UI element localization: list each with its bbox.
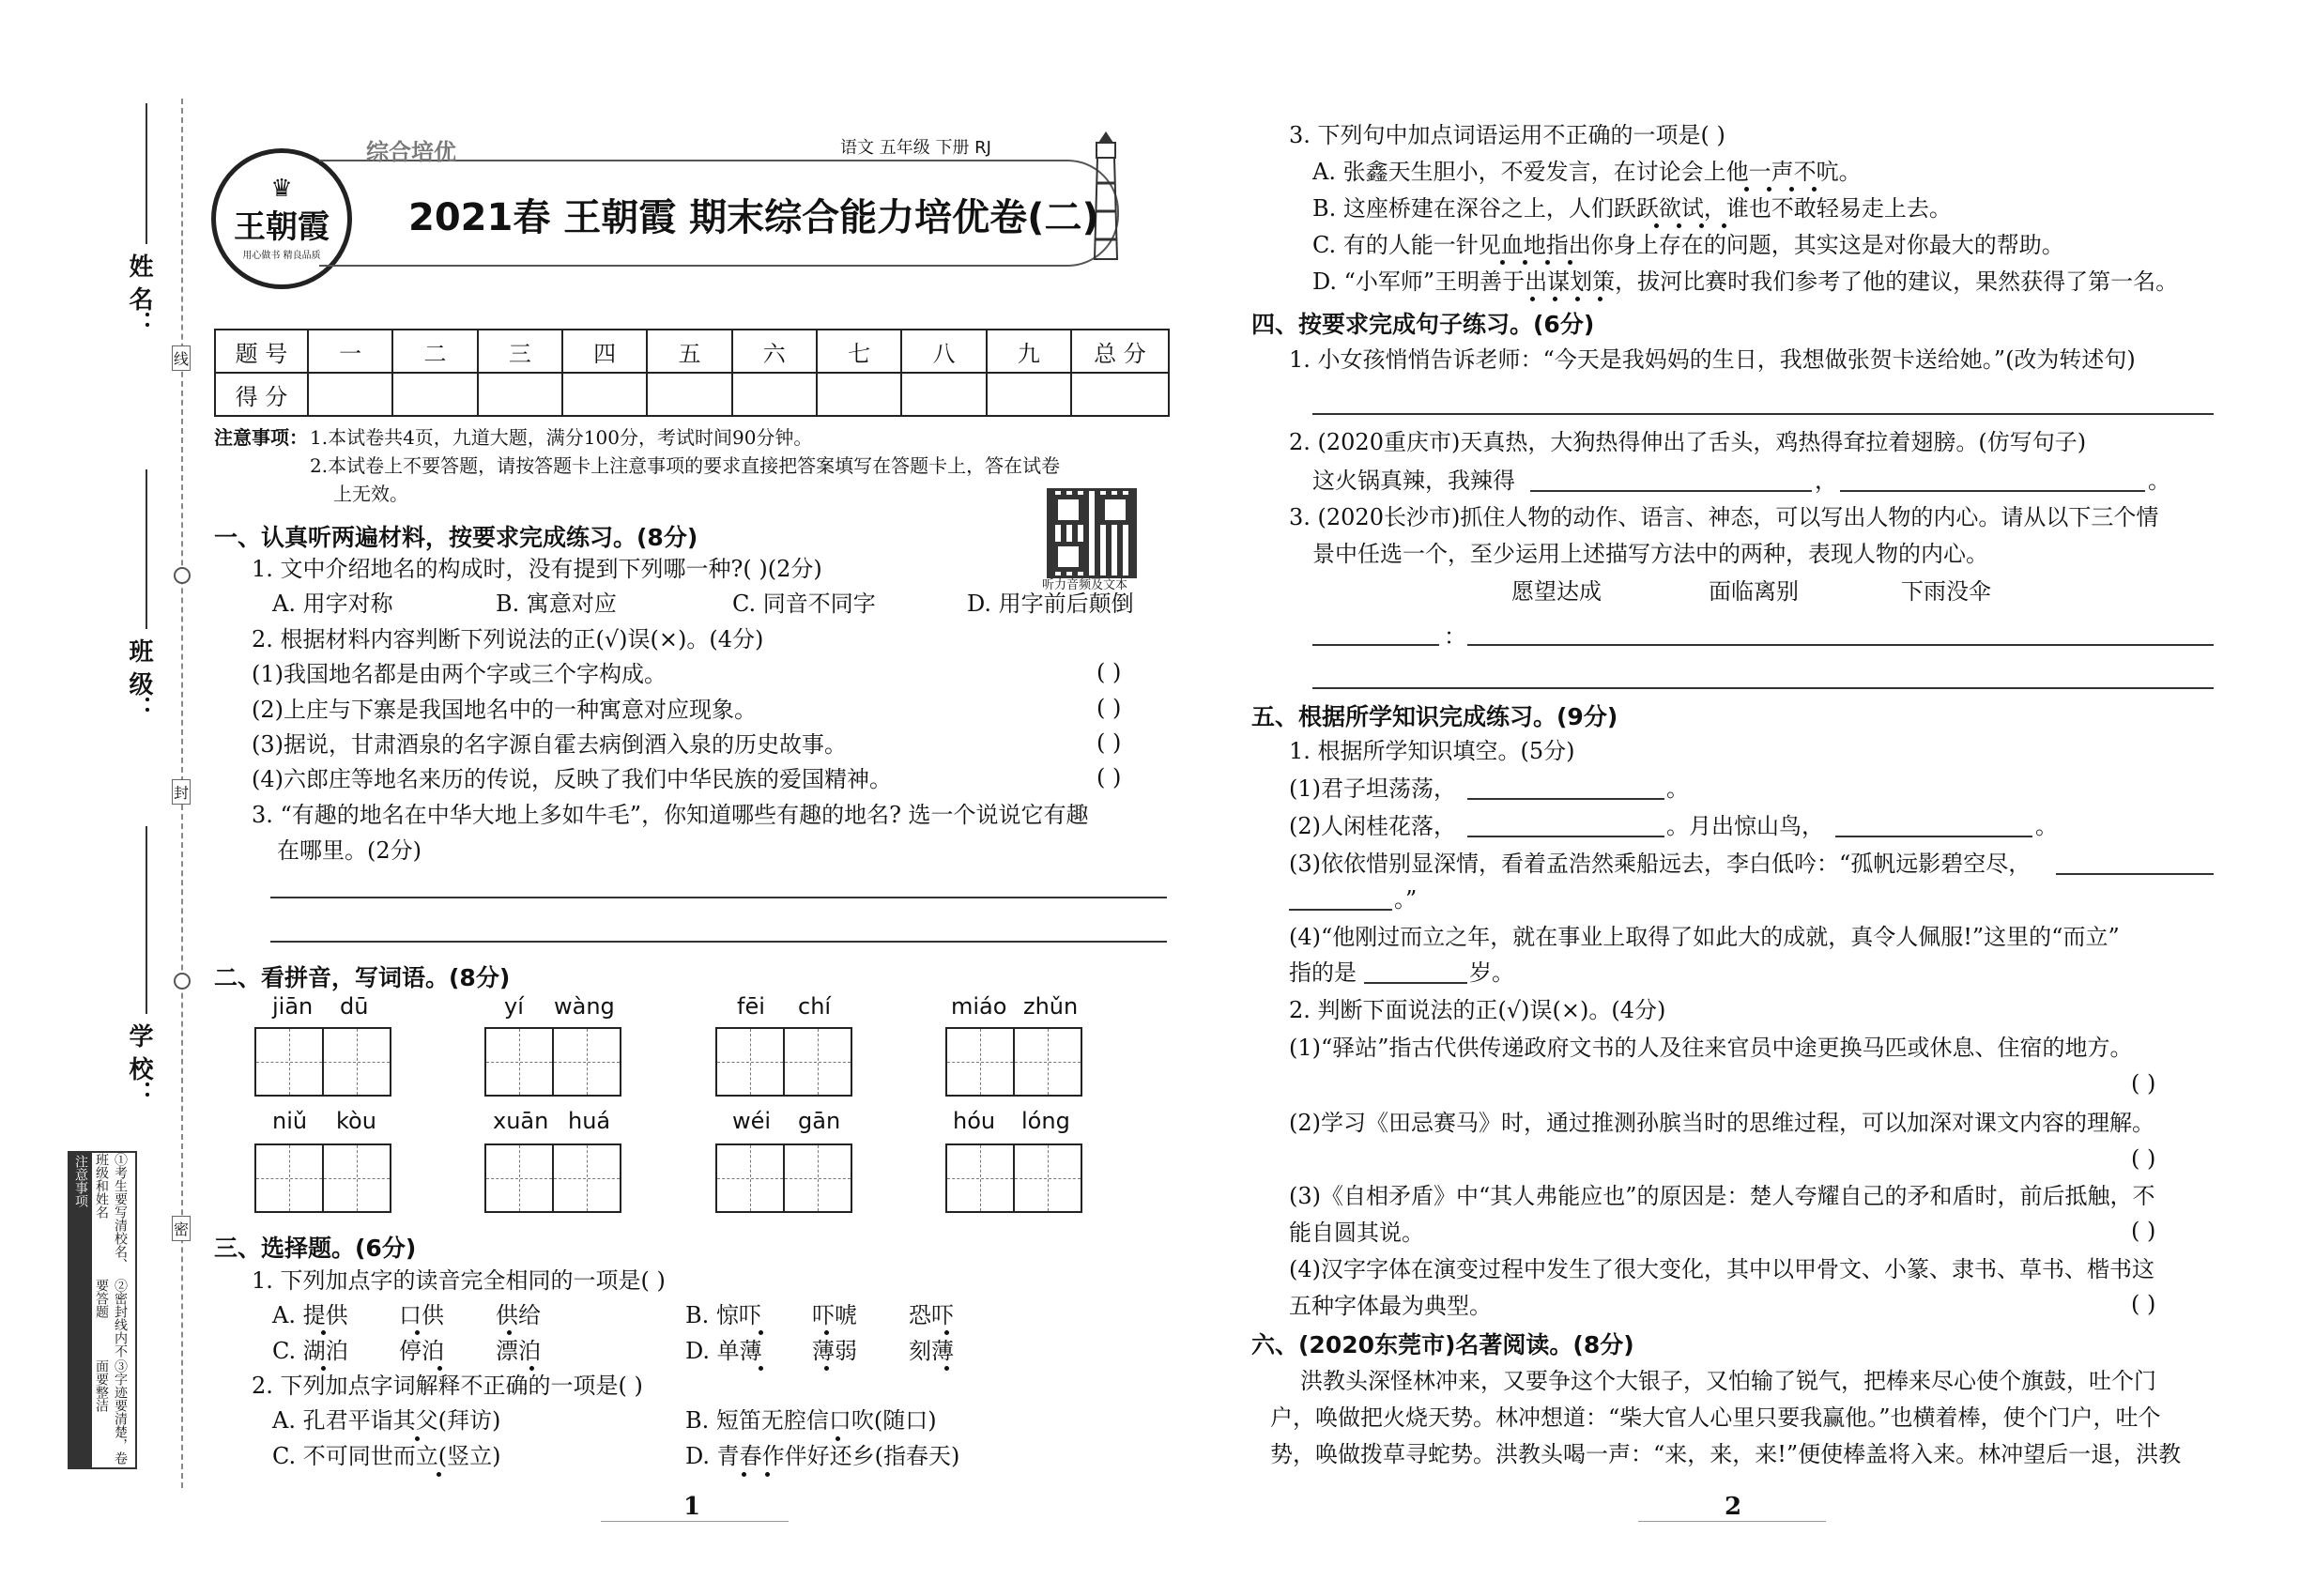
answer-paren[interactable]: ( ) [1096,729,1122,756]
emphasis-dot [1500,260,1505,265]
score-header: 六 [732,330,817,373]
emphasis-dot [742,1472,746,1477]
s1-q2-item: (2)上庄与下寨是我国地名中的一种寓意对应现象。 [252,697,757,723]
s3-q3: 3. 下列句中加点词语运用不正确的一项是( ) [1289,122,1725,148]
emphasis-dot [824,1366,829,1371]
notice-item: ③字迹要清楚，卷面要整洁 [94,1359,128,1466]
exam-title: 2021春 王朝霞 期末综合能力培优卷(二) [408,196,1099,239]
s6-title: 六、(2020东莞市)名著阅读。(8分) [1251,1331,1634,1358]
s3-q2-opt[interactable]: A. 孔君平诣其父(拜访) [272,1407,501,1434]
s1-q2-item: (3)据说，甘肃酒泉的名字源自霍去病倒酒入泉的历史故事。 [252,731,847,758]
school-label: 学 校： [125,1023,153,1106]
s4-title: 四、按要求完成句子练习。(6分) [1251,311,1595,338]
s1-q1-opt[interactable]: C. 同音不同字 [732,591,876,617]
notes-label: 注意事项： [214,426,308,449]
s5-fill-end: 。 [1666,775,1689,802]
emphasis-dot [1545,260,1550,265]
school-line [146,826,147,1014]
emphasis-dot [321,1330,326,1335]
answer-line[interactable] [1467,644,2214,646]
pinyin-label: yí [504,993,524,1020]
qr-code[interactable] [1047,488,1137,578]
pinyin-label: huá [568,1108,611,1134]
s3-q1-word: 口供 [399,1302,444,1328]
s3-q2-opt[interactable]: D. 青春作伴好还乡(指春天) [685,1443,960,1469]
s3-q3-opt[interactable]: B. 这座桥建在深谷之上，人们跃跃欲试，谁也不敢轻易走上去。 [1312,195,1952,222]
emphasis-dot [1530,297,1535,301]
s5-fill-mid: 。月出惊山鸟， [1666,813,1824,839]
notes-line: 上无效。 [333,483,408,505]
s4-q2b-end: 。 [2148,468,2170,494]
s5-judge: (3)《自相矛盾》中“其人弗能应也”的原因是：楚人夸耀自己的矛和盾时，前后抵触，不 [1289,1183,2155,1209]
pinyin-label: lóng [1021,1108,1070,1134]
s3-title: 三、选择题。(6分) [214,1235,417,1262]
emphasis-dot [944,1366,949,1371]
answer-line[interactable] [1289,909,1392,911]
score-cell[interactable] [478,373,562,416]
writing-grid[interactable] [254,1027,390,1097]
s3-q3-opt[interactable]: C. 有的人能一针见血地指出你身上存在的问题，其实这是对你最大的帮助。 [1312,232,2064,258]
pinyin-label: niǔ [272,1108,308,1134]
pinyin-label: wàng [554,993,615,1020]
answer-line[interactable] [1530,490,1812,492]
cut-mark-line: 线 [172,345,191,371]
s5-fill-end: 。” [1394,886,1418,913]
s5-judge: (2)学习《田忌赛马》时，通过推测孙膑当时的思维过程，可以加深对课文内容的理解。 [1289,1110,2154,1136]
writing-grid[interactable] [254,1143,390,1213]
s4-scene: 面临离别 [1709,578,1799,605]
crown-icon: ♛ [270,175,293,203]
s5-fill: 指的是 [1289,959,1357,986]
answer-paren[interactable]: ( ) [1096,764,1122,790]
emphasis-dot [1677,223,1681,228]
emphasis-dot [1654,223,1659,228]
s3-q3-opt[interactable]: D. “小军师”王明善于出谋划策，拔河比赛时我们参考了他的建议，果然获得了第一名。 [1312,269,2179,295]
emphasis-dot [1789,187,1794,192]
emphasis-dot [507,1330,512,1335]
score-header: 五 [647,330,731,373]
score-cell[interactable] [308,373,392,416]
s6-paragraph: 户，唤做把火烧天势。林冲想道：“柴大官人心里只要我赢他。”也横着棒，使个门户，吐个 [1270,1404,2161,1431]
notice-item: ②密封线内不要答题 [94,1279,128,1358]
emphasis-dot [759,1330,763,1335]
s4-scene: 愿望达成 [1511,578,1602,605]
s5-judge: 五种字体最为典型。 [1289,1293,1492,1319]
class-line [146,469,147,629]
s1-q2: 2. 根据材料内容判断下列说法的正(√)误(×)。(4分) [252,626,764,652]
s6-paragraph: 洪教头深怪林冲来，又要争这个大银子，又怕输了锐气，把棒来尽心使个旗鼓，吐个门 [1300,1368,2156,1394]
emphasis-dot [1767,187,1771,192]
s5-judge: 能自圆其说。 [1289,1220,1424,1246]
s4-colon: ： [1444,623,1466,650]
s3-q2-opt[interactable]: C. 不可同世而立(竖立) [272,1443,501,1469]
answer-line[interactable] [1835,836,2032,837]
score-cell[interactable] [562,373,647,416]
emphasis-dot [1598,297,1602,301]
writing-grid[interactable] [715,1027,851,1097]
pinyin-label: kòu [336,1108,376,1134]
emphasis-dot [765,1472,770,1477]
notice-title: 注意事项 [69,1153,92,1467]
pinyin-label: dū [340,993,369,1020]
emphasis-dot [1575,297,1580,301]
score-cell[interactable] [1071,373,1169,416]
score-header: 总 分 [1071,330,1169,373]
pinyin-label: zhǔn [1023,993,1079,1020]
score-cell[interactable] [817,373,901,416]
s3-q1-word: 恐吓 [909,1302,954,1328]
s4-q1: 1. 小女孩悄悄告诉老师：“今天是我妈妈的生日，我想做张贺卡送给她。”(改为转述句) [1289,346,2136,373]
s3-q1-opt[interactable]: D. 单薄 [685,1338,762,1364]
s3-q1-opt[interactable]: B. 惊吓 [685,1302,761,1328]
answer-line[interactable] [2056,873,2214,875]
s5-fill: (2)人闲桂花落， [1289,813,1456,839]
s4-q2b-sep: ， [1815,468,1837,494]
answer-paren[interactable]: ( ) [2131,1218,2156,1244]
answer-line[interactable] [1312,644,1439,646]
emphasis-dot [836,1436,840,1441]
emphasis-dot [1568,260,1572,265]
s1-q1-opt[interactable]: A. 用字对称 [272,591,393,617]
s3-q1-opt[interactable]: C. 湖泊 [272,1338,348,1364]
score-header: 二 [392,330,477,373]
s3-q1-word: 薄弱 [812,1338,857,1364]
s4-q3: 3. (2020长沙市)抓住人物的动作、语言、神态，可以写出人物的内心。请从以下三个情 [1289,504,2159,530]
answer-line[interactable] [1840,490,2145,492]
brand-name: 王朝霞 [234,208,330,246]
score-header: 七 [817,330,901,373]
page-number-left: 1 [683,1493,701,1521]
s1-q2-item: (1)我国地名都是由两个字或三个字构成。 [252,661,667,687]
pinyin-label: hóu [953,1108,996,1134]
s3-q1-word: 吓唬 [812,1302,857,1328]
s1-q3: 在哪里。(2分) [277,837,422,864]
binding-hole-1 [174,567,191,584]
writing-grid[interactable] [484,1027,620,1097]
s4-q2: 2. (2020重庆市)天真热，大狗热得伸出了舌头，鸡热得耷拉着翅膀。(仿写句子) [1289,429,2087,455]
binding-hole-2 [174,973,191,990]
cut-mark-seal: 封 [172,779,191,805]
page-ornament [601,1521,789,1522]
s3-q1-opt[interactable]: A. 提供 [272,1302,348,1328]
s5-fill: (1)君子坦荡荡， [1289,775,1456,802]
class-label: 班 级： [125,638,153,721]
brand-sub: 用心做书 精良品质 [242,251,321,261]
score-cell[interactable] [901,373,986,416]
score-cell[interactable] [392,373,477,416]
writing-grid[interactable] [715,1143,851,1213]
pinyin-label: gān [798,1108,841,1134]
answer-line[interactable] [270,897,1167,898]
s3-q3-opt[interactable]: A. 张鑫天生胆小，不爱发言，在讨论会上他一声不吭。 [1312,159,1862,185]
s4-q3: 景中任选一个，至少运用上述描写方法中的两种，表现人物的内心。 [1312,541,1988,567]
s6-paragraph: 势，唤做拨草寻蛇势。洪教头喝一声：“来，来，来!”便使棒盖将入来。林冲望后一退，洪教 [1270,1441,2182,1467]
series-label: 综合培优 [366,139,456,165]
notice-item: ①考生要写清校名、班级和姓名 [94,1153,128,1271]
notes-line: 1.本试卷共4页，九道大题，满分100分，考试时间90分钟。 [310,426,813,449]
pinyin-label: fēi [737,993,765,1020]
emphasis-dot [415,1436,420,1441]
s5-q2: 2. 判断下面说法的正(√)误(×)。(4分) [1289,997,1666,1023]
answer-line[interactable] [1467,836,1664,837]
s1-q2-item: (4)六郎庄等地名来历的传说，反映了我们中华民族的爱国精神。 [252,766,892,792]
s1-q1: 1. 文中介绍地名的构成时，没有提到下列哪一种?( )(2分) [252,556,822,582]
notice-box [68,1151,137,1469]
s5-judge: (1)“驿站”指古代供传递政府文书的人及往来官员中途更换马匹或休息、住宿的地方。 [1289,1035,2133,1061]
writing-grid[interactable] [484,1143,620,1213]
answer-paren[interactable]: ( ) [2131,1070,2156,1097]
s5-fill-end: 。 [2035,813,2058,839]
emphasis-dot [1523,260,1527,265]
pinyin-label: miáo [951,993,1007,1020]
score-header: 四 [562,330,647,373]
s5-q1: 1. 根据所学知识填空。(5分) [1289,738,1575,764]
emphasis-dot [437,1472,441,1477]
emphasis-dot [1553,297,1557,301]
name-label: 姓 名： [125,253,153,336]
score-table [214,329,1170,417]
s3-q1-word: 供给 [496,1302,541,1328]
emphasis-dot [944,1330,949,1335]
answer-paren[interactable]: ( ) [1096,659,1122,685]
score-header: 三 [478,330,562,373]
pinyin-label: jiān [272,993,314,1020]
s2-title: 二、看拼音，写词语。(8分) [214,964,511,991]
score-cell[interactable] [987,373,1071,416]
answer-line[interactable] [1467,798,1664,800]
pinyin-label: wéi [732,1108,772,1134]
s5-fill: (3)依依惜别显深情，看着孟浩然乘船远去，李白低吟：“孤帆远影碧空尽， [1289,851,2032,877]
emphasis-dot [824,1330,829,1335]
s1-title: 一、认真听两遍材料，按要求完成练习。(8分) [214,524,698,551]
answer-line[interactable] [1364,982,1467,984]
s5-title: 五、根据所学知识完成练习。(9分) [1251,703,1618,730]
answer-line[interactable] [1312,687,2214,689]
s1-q3: 3. “有趣的地名在中华大地上多如牛毛”，你知道哪些有趣的地名? 选一个说说它有趣 [252,802,1089,828]
s4-q2b: 这火锅真辣，我辣得 [1312,468,1515,494]
emphasis-dot [1744,187,1749,192]
name-line [146,103,147,244]
qr-caption: 听力音频及文本 [1042,578,1128,592]
pinyin-label: chí [798,993,832,1020]
s5-judge: (4)汉字字体在演变过程中发生了很大变化，其中以甲骨文、小篆、隶书、草书、楷书这 [1289,1256,2154,1282]
s1-q1-opt[interactable]: D. 用字前后颠倒 [967,591,1134,617]
s3-q1: 1. 下列加点字的读音完全相同的一项是( ) [252,1267,666,1294]
subject-meta: 语文 五年级 下册 RJ [840,138,991,158]
s3-q1-word: 刻薄 [909,1338,954,1364]
s3-q1-word: 停泊 [399,1338,444,1364]
score-header: 一 [308,330,392,373]
emphasis-dot [1722,223,1726,228]
emphasis-dot [415,1330,420,1335]
emphasis-dot [759,1366,763,1371]
page-number-right: 2 [1725,1493,1742,1521]
emphasis-dot [1699,223,1704,228]
s1-q1-opt[interactable]: B. 寓意对应 [496,591,617,617]
writing-grid[interactable] [945,1027,1081,1097]
page-ornament [1638,1521,1826,1522]
answer-line[interactable] [270,941,1167,943]
s3-q1-word: 漂泊 [496,1338,541,1364]
score-cell[interactable] [732,373,817,416]
writing-grid[interactable] [945,1143,1081,1213]
cut-mark-secret: 密 [172,1216,191,1241]
score-row-label: 得 分 [215,373,308,416]
score-header: 题 号 [215,330,308,373]
answer-paren[interactable]: ( ) [2131,1291,2156,1317]
notes-line: 2.本试卷上不要答题，请按答题卡上注意事项的要求直接把答案填写在答题卡上，答在试卷 [310,454,1061,477]
score-header: 八 [901,330,986,373]
answer-paren[interactable]: ( ) [2131,1145,2156,1172]
s3-q2: 2. 下列加点字词解释不正确的一项是( ) [252,1373,643,1399]
emphasis-dot [1812,187,1817,192]
answer-paren[interactable]: ( ) [1096,695,1122,721]
pinyin-label: xuān [493,1108,549,1134]
s5-fill-end: 岁。 [1469,959,1514,986]
s3-q2-opt[interactable]: B. 短笛无腔信口吹(随口) [685,1407,937,1434]
score-cell[interactable] [647,373,731,416]
s5-fill: (4)“他刚过而立之年，就在事业上取得了如此大的成就，真令人佩服!”这里的“而立” [1289,924,2120,950]
s4-scene: 下雨没伞 [1901,578,1991,605]
score-header: 九 [987,330,1071,373]
answer-line[interactable] [1312,413,2214,415]
